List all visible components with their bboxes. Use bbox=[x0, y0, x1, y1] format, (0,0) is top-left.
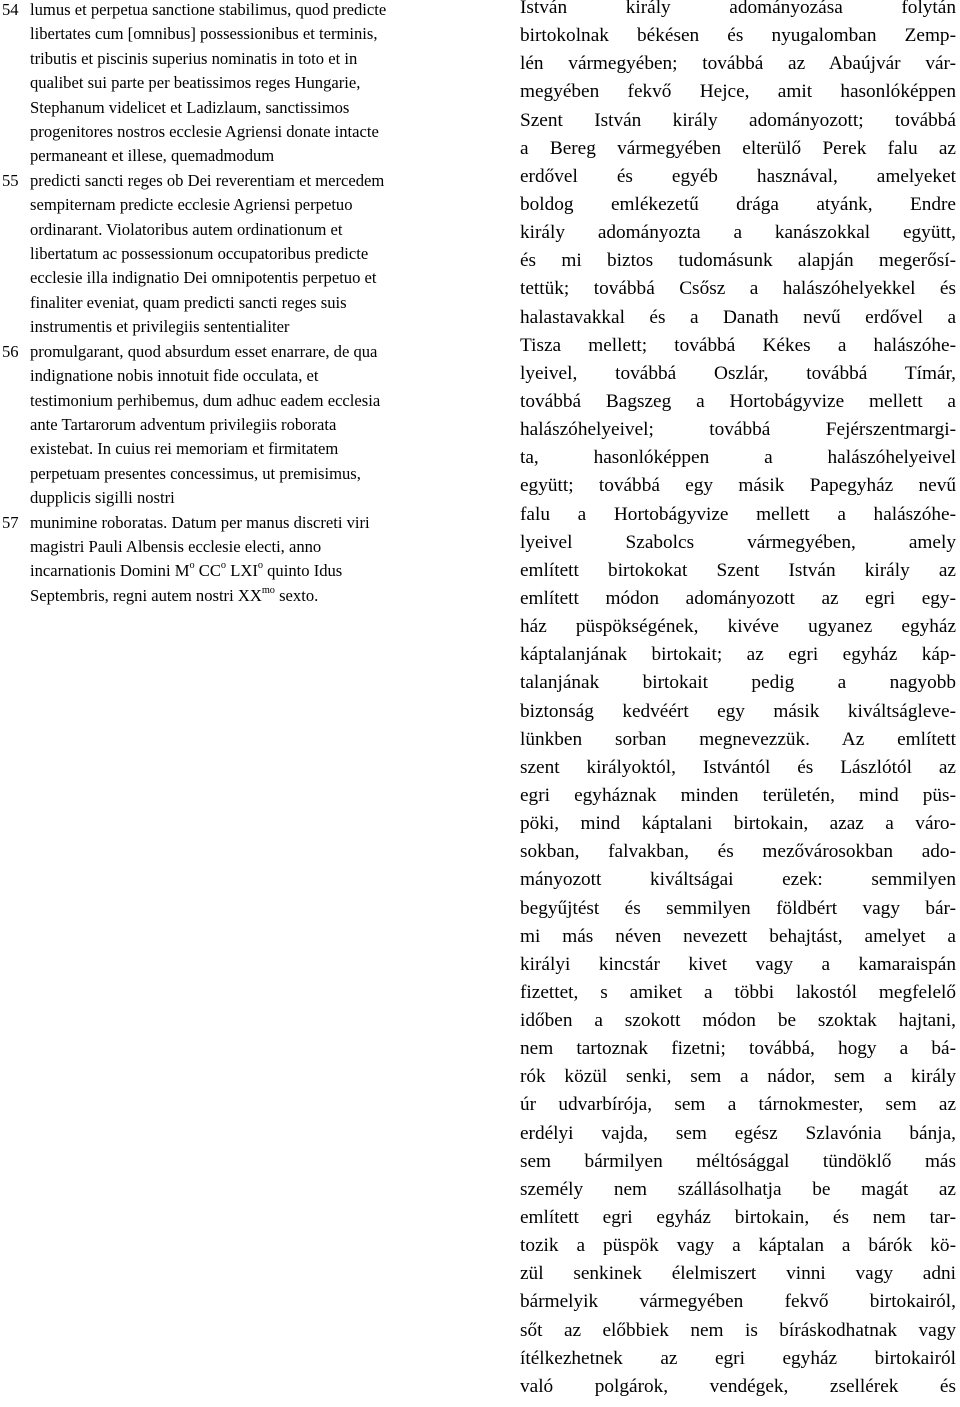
hungarian-line: említett egri egyház birtokain, és nem tar- bbox=[520, 1207, 956, 1229]
latin-line bbox=[0, 47, 494, 71]
hungarian-line: szent királyoktól, Istvántól és Lászlótól az bbox=[520, 756, 956, 778]
latin-line-text: indignatione nobis innotuit fide occulata, et bbox=[30, 366, 319, 386]
hungarian-line: személy nem szállásolhatja be magát az bbox=[520, 1178, 956, 1200]
latin-line bbox=[0, 389, 494, 413]
hungarian-line: a Bereg vármegyében elterülő Perek falu az bbox=[520, 137, 956, 159]
hungarian-line: sőt az előbbiek nem is bíráskodhatnak vagy bbox=[520, 1319, 956, 1341]
latin-line-text: predicti sancti reges ob Dei reverentiam et mercedem bbox=[30, 170, 385, 190]
line-number bbox=[0, 364, 30, 388]
line-number bbox=[0, 218, 30, 242]
line-number bbox=[0, 96, 30, 120]
latin-line bbox=[0, 486, 494, 510]
line-number bbox=[0, 71, 30, 95]
latin-line bbox=[0, 71, 494, 95]
latin-line-text: tributis et piscinis superius nominatis in toto et in bbox=[30, 48, 358, 68]
hungarian-line: együtt; továbbá egy másik Papegyház nevű bbox=[520, 475, 956, 497]
date-text: incarnationis Domini M bbox=[30, 561, 190, 581]
latin-line-text: ecclesie illa indignatio Dei omnipotentis perpetuo et bbox=[30, 268, 377, 288]
line-number bbox=[0, 462, 30, 486]
latin-line-text: instrumentis et privilegiis sententialiter bbox=[30, 317, 290, 337]
latin-line-text: perpetuam presentes concessimus, ut premisimus, bbox=[30, 463, 361, 483]
latin-line-text: finaliter eveniat, quam predicti sancti reges suis bbox=[30, 292, 347, 312]
latin-line bbox=[0, 144, 494, 168]
ordinal-superscript: o bbox=[257, 560, 263, 572]
line-number bbox=[0, 315, 30, 339]
line-number bbox=[0, 47, 30, 71]
line-number bbox=[0, 144, 30, 168]
line-number bbox=[0, 242, 30, 266]
latin-line-text: dupplicis sigilli nostri bbox=[30, 488, 175, 508]
line-number bbox=[0, 535, 30, 559]
latin-line bbox=[0, 0, 494, 22]
regnal-text: Septembris, regni autem nostri XX bbox=[30, 585, 262, 605]
hungarian-line: birtokolnak békésen és nyugalomban Zemp- bbox=[520, 25, 956, 47]
hungarian-line: említett birtokokat Szent István király az bbox=[520, 559, 956, 581]
ordinal-superscript: o bbox=[220, 560, 227, 572]
latin-line-text: magistri Pauli Albensis ecclesie electi, anno bbox=[30, 536, 322, 556]
latin-line-text: existebat. In cuius rei memoriam et firmitatem bbox=[30, 439, 339, 459]
latin-line bbox=[0, 22, 494, 46]
latin-line bbox=[0, 120, 494, 144]
latin-line-text bbox=[30, 584, 318, 608]
hungarian-line: lyeivel Szabolcs vármegyében, amely bbox=[520, 531, 956, 553]
hungarian-line: és mi biztos tudomásunk alapján megerősí- bbox=[520, 250, 956, 272]
latin-line-text: permaneant et illese, quemadmodum bbox=[30, 146, 275, 166]
latin-line-text: libertatum ac possessionum occupatoribus predicte bbox=[30, 244, 369, 264]
hungarian-line: talanjának birtokait pedig a nagyobb bbox=[520, 672, 956, 694]
hungarian-line: tettük; továbbá Csősz a halászóhelyekkel és bbox=[520, 278, 956, 300]
hungarian-line: Szent István király adományozott; továbbá bbox=[520, 109, 956, 131]
hungarian-line: egri egyháznak minden területén, mind püs- bbox=[520, 784, 956, 806]
latin-line-text bbox=[30, 559, 342, 583]
hungarian-line: rók közül senki, sem a nádor, sem a király bbox=[520, 1066, 956, 1088]
hungarian-line: megyében fekvő Hejce, amit hasonlóképpen bbox=[520, 81, 956, 103]
line-number bbox=[0, 193, 30, 217]
latin-line-text: Stephanum videlicet et Ladizlaum, sanctissimos bbox=[30, 97, 350, 117]
line-number bbox=[0, 413, 30, 437]
latin-line-text: ante Tartarorum adventum privilegiis roborata bbox=[30, 414, 337, 434]
hungarian-line: bármelyik vármegyében fekvő birtokairól, bbox=[520, 1291, 956, 1313]
latin-line bbox=[0, 291, 494, 315]
latin-date-line bbox=[0, 559, 494, 583]
latin-line-text: progenitores nostros ecclesie Agriensi donate intacte bbox=[30, 122, 379, 142]
latin-line-text: munimine roboratas. Datum per manus discreti viri bbox=[30, 512, 370, 532]
latin-line-text: lumus et perpetua sanctione stabilimus, quod predicte bbox=[30, 0, 387, 19]
latin-line bbox=[0, 169, 494, 193]
date-text: CC bbox=[194, 561, 221, 581]
ordinal-superscript: mo bbox=[261, 584, 275, 596]
hungarian-line: ítélkezhetnek az egri egyház birtokairól bbox=[520, 1347, 956, 1369]
date-text: quinto Idus bbox=[262, 561, 343, 581]
hungarian-line: való polgárok, vendégek, zsellérek és bbox=[520, 1375, 956, 1397]
latin-line bbox=[0, 535, 494, 559]
ordinal-superscript: o bbox=[189, 560, 195, 572]
hungarian-line: ház püspökségének, kivéve ugyanez egyház bbox=[520, 616, 956, 638]
line-number: 57 bbox=[2, 512, 19, 532]
hungarian-line: lén vármegyében; továbbá az Abaújvár vár- bbox=[520, 53, 956, 75]
latin-line bbox=[0, 218, 494, 242]
latin-line-text: qualibet sui parte per beatissimos reges Hungarie, bbox=[30, 73, 361, 93]
line-number: 55 bbox=[2, 170, 19, 190]
hungarian-line: fizettet, s amiket a többi lakostól megfelelő bbox=[520, 981, 956, 1003]
hungarian-line: Tisza mellett; továbbá Kékes a halászóhe- bbox=[520, 334, 956, 356]
hungarian-line: halászóhelyeivel; továbbá Fejérszentmargi- bbox=[520, 419, 956, 441]
latin-line bbox=[0, 413, 494, 437]
hungarian-line: lünkben sorban megnevezzük. Az említett bbox=[520, 728, 956, 750]
latin-line-text: ordinarant. Violatoribus autem ordinationum et bbox=[30, 219, 343, 239]
hungarian-line: időben a szokott módon be szoktak hajtani, bbox=[520, 1010, 956, 1032]
latin-line bbox=[0, 511, 494, 535]
hungarian-line: falu a Hortobágyvize mellett a halászóhe- bbox=[520, 503, 956, 525]
regnal-text: sexto. bbox=[274, 585, 319, 605]
hungarian-line: halastavakkal és a Danath nevű erdővel a bbox=[520, 306, 956, 328]
line-number: 56 bbox=[2, 341, 19, 361]
hungarian-line: úr udvarbírója, sem a tárnokmester, sem az bbox=[520, 1094, 956, 1116]
latin-line bbox=[0, 242, 494, 266]
line-number bbox=[0, 486, 30, 510]
hungarian-line: sokban, falvakban, és mezővárosokban ado- bbox=[520, 841, 956, 863]
latin-line-text: sempiternam predicte ecclesie Agriensi perpetuo bbox=[30, 195, 353, 215]
line-number bbox=[0, 22, 30, 46]
latin-line bbox=[0, 266, 494, 290]
line-number bbox=[0, 584, 30, 608]
line-number bbox=[0, 291, 30, 315]
latin-regnal-line bbox=[0, 584, 494, 608]
latin-line-text: promulgarant, quod absurdum esset enarrare, de qua bbox=[30, 341, 378, 361]
hungarian-line: zül senkinek élelmiszert vinni vagy adni bbox=[520, 1263, 956, 1285]
hungarian-line: lyeivel, továbbá Oszlár, továbbá Tímár, bbox=[520, 362, 956, 384]
line-number bbox=[0, 559, 30, 583]
line-number bbox=[0, 266, 30, 290]
hungarian-line: sem bármilyen méltósággal tündöklő más bbox=[520, 1150, 956, 1172]
date-text: LXI bbox=[226, 561, 258, 581]
latin-text-column bbox=[0, 0, 494, 608]
hungarian-line: begyűjtést és semmilyen földbért vagy bár- bbox=[520, 897, 956, 919]
latin-line bbox=[0, 437, 494, 461]
hungarian-line: pöki, mind káptalani birtokain, azaz a váro- bbox=[520, 813, 956, 835]
hungarian-line: király adományozta a kanászokkal együtt, bbox=[520, 222, 956, 244]
line-number: 54 bbox=[2, 0, 19, 19]
latin-line bbox=[0, 364, 494, 388]
hungarian-line: erdővel és egyéb hasznával, amelyeket bbox=[520, 165, 956, 187]
hungarian-line: továbbá Bagszeg a Hortobágyvize mellett a bbox=[520, 390, 956, 412]
latin-line bbox=[0, 96, 494, 120]
hungarian-text-column bbox=[520, 0, 956, 1401]
hungarian-line: biztonság kedvéért egy másik kiváltságleve- bbox=[520, 700, 956, 722]
hungarian-line: tozik a püspök vagy a káptalan a bárók kö- bbox=[520, 1235, 956, 1257]
hungarian-line: mányozott kiváltságai ezek: semmilyen bbox=[520, 869, 956, 891]
latin-line bbox=[0, 315, 494, 339]
latin-line bbox=[0, 193, 494, 217]
hungarian-line: nem tartoznak fizetni; továbbá, hogy a bá- bbox=[520, 1038, 956, 1060]
hungarian-line: István király adományozása folytán bbox=[520, 0, 956, 18]
line-number bbox=[0, 120, 30, 144]
hungarian-line: káptalanjának birtokait; az egri egyház káp- bbox=[520, 644, 956, 666]
hungarian-line: királyi kincstár kivet vagy a kamaraispán bbox=[520, 953, 956, 975]
hungarian-line: erdélyi vajda, sem egész Szlavónia bánja, bbox=[520, 1122, 956, 1144]
line-number bbox=[0, 389, 30, 413]
hungarian-line: boldog emlékezetű drága atyánk, Endre bbox=[520, 193, 956, 215]
latin-line-text: testimonium perhibemus, dum adhuc eadem ecclesia bbox=[30, 390, 381, 410]
latin-line bbox=[0, 462, 494, 486]
hungarian-line: mi más néven nevezett behajtást, amelyet a bbox=[520, 925, 956, 947]
hungarian-line: ta, hasonlóképpen a halászóhelyeivel bbox=[520, 447, 956, 469]
latin-line-text: libertates cum [omnibus] possessionibus et terminis, bbox=[30, 24, 378, 44]
line-number bbox=[0, 437, 30, 461]
hungarian-line: említett módon adományozott az egri egy- bbox=[520, 587, 956, 609]
latin-line bbox=[0, 340, 494, 364]
